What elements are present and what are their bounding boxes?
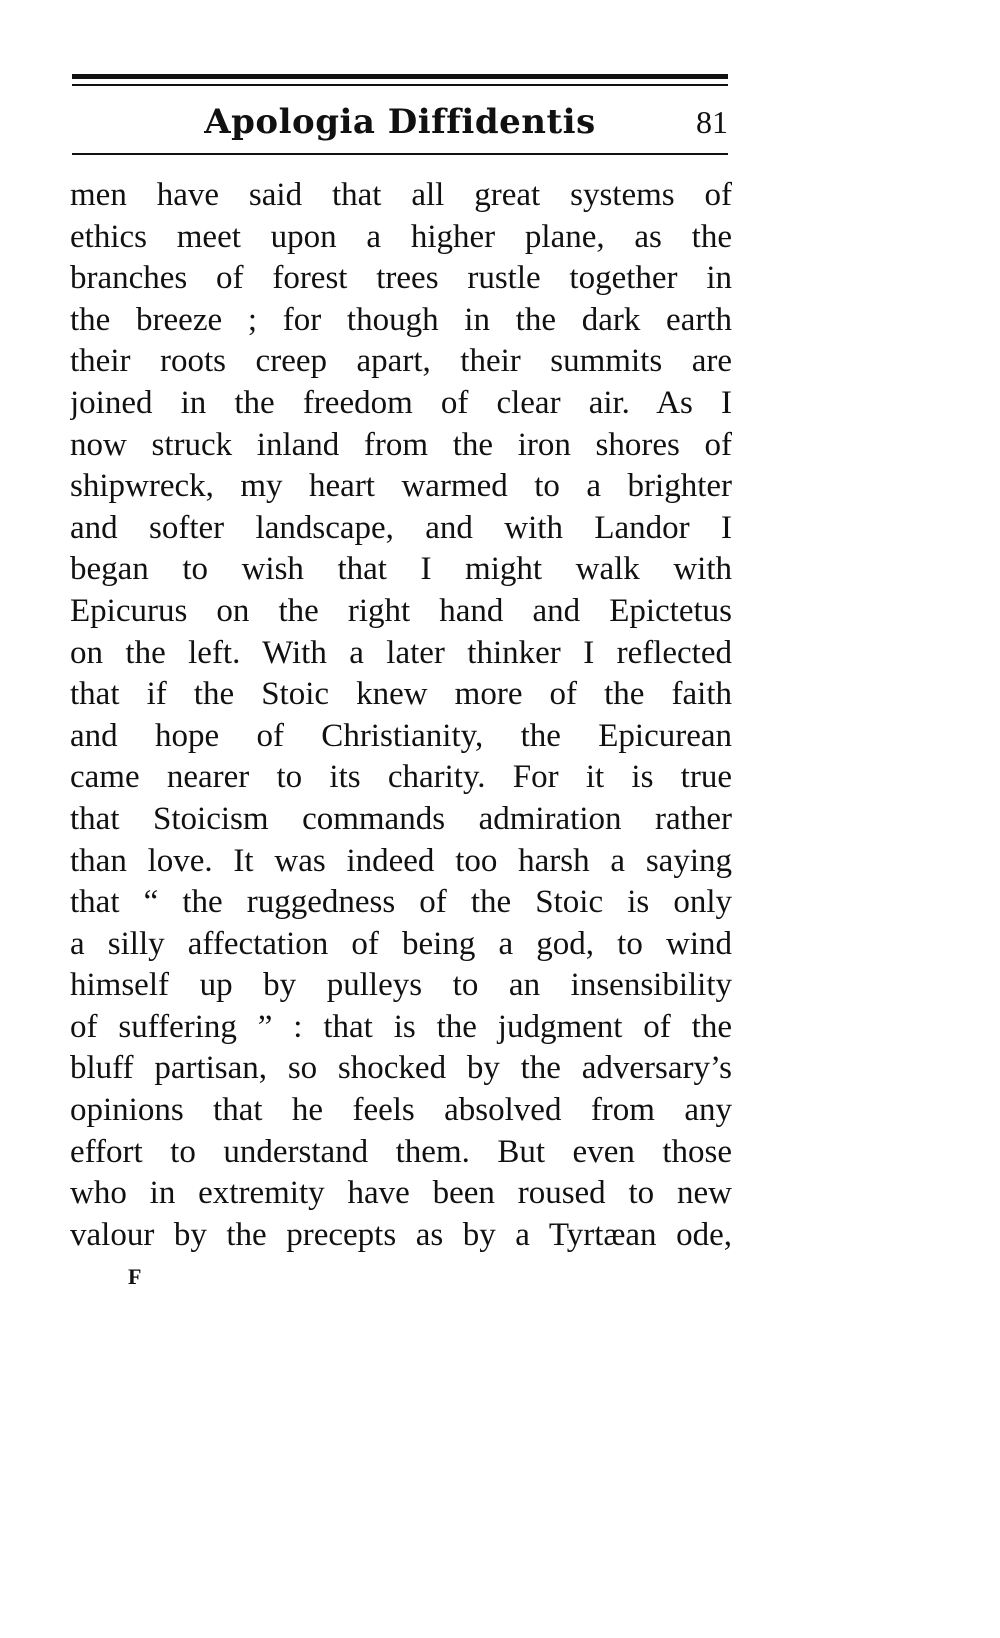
- text-line: who in extremity have been roused to new: [70, 1175, 732, 1212]
- text-line: and softer landscape, and with Landor I: [70, 509, 732, 546]
- body-text: [70, 175, 732, 1256]
- text-line: shipwreck, my heart warmed to a brighter: [70, 468, 732, 505]
- text-line: of suffering ” : that is the judgment of the: [70, 1008, 732, 1045]
- text-line: effort to understand them. But even those: [70, 1133, 732, 1170]
- text-line: than love. It was indeed too harsh a saying: [70, 842, 732, 879]
- header-rule-bottom: [72, 153, 728, 155]
- header-rule-thin: [72, 84, 728, 86]
- signature-mark: F: [128, 1264, 142, 1289]
- text-line: that Stoicism commands admiration rather: [70, 800, 732, 837]
- text-line: their roots creep apart, their summits are: [70, 343, 732, 380]
- text-line: branches of forest trees rustle together in: [70, 260, 732, 297]
- text-line: on the left. With a later thinker I reflected: [70, 634, 732, 671]
- text-line: opinions that he feels absolved from any: [70, 1092, 732, 1129]
- text-line: himself up by pulleys to an insensibility: [70, 967, 732, 1004]
- text-line: valour by the precepts as by a Tyrtæan ode,: [70, 1216, 732, 1253]
- header-rule-thick: [72, 74, 728, 79]
- text-line: joined in the freedom of clear air. As I: [70, 384, 732, 421]
- text-line: began to wish that I might walk with: [70, 551, 732, 588]
- text-line: men have said that all great systems of: [70, 177, 732, 213]
- running-title: Apologia Diffidentis: [204, 102, 596, 142]
- text-line: that “ the ruggedness of the Stoic is only: [70, 884, 732, 921]
- text-line: Epicurus on the right hand and Epictetus: [70, 592, 732, 629]
- text-line: came nearer to its charity. For it is true: [70, 759, 732, 796]
- text-line: ethics meet upon a higher plane, as the: [70, 218, 732, 255]
- text-line: a silly affectation of being a god, to wind: [70, 925, 732, 962]
- text-line: bluff partisan, so shocked by the adversary’s: [70, 1050, 732, 1087]
- page-number: 81: [696, 104, 728, 140]
- text-line: the breeze ; for though in the dark earth: [70, 301, 732, 338]
- text-line: that if the Stoic knew more of the faith: [70, 676, 732, 713]
- text-line: and hope of Christianity, the Epicurean: [70, 717, 732, 754]
- text-line: now struck inland from the iron shores of: [70, 426, 732, 463]
